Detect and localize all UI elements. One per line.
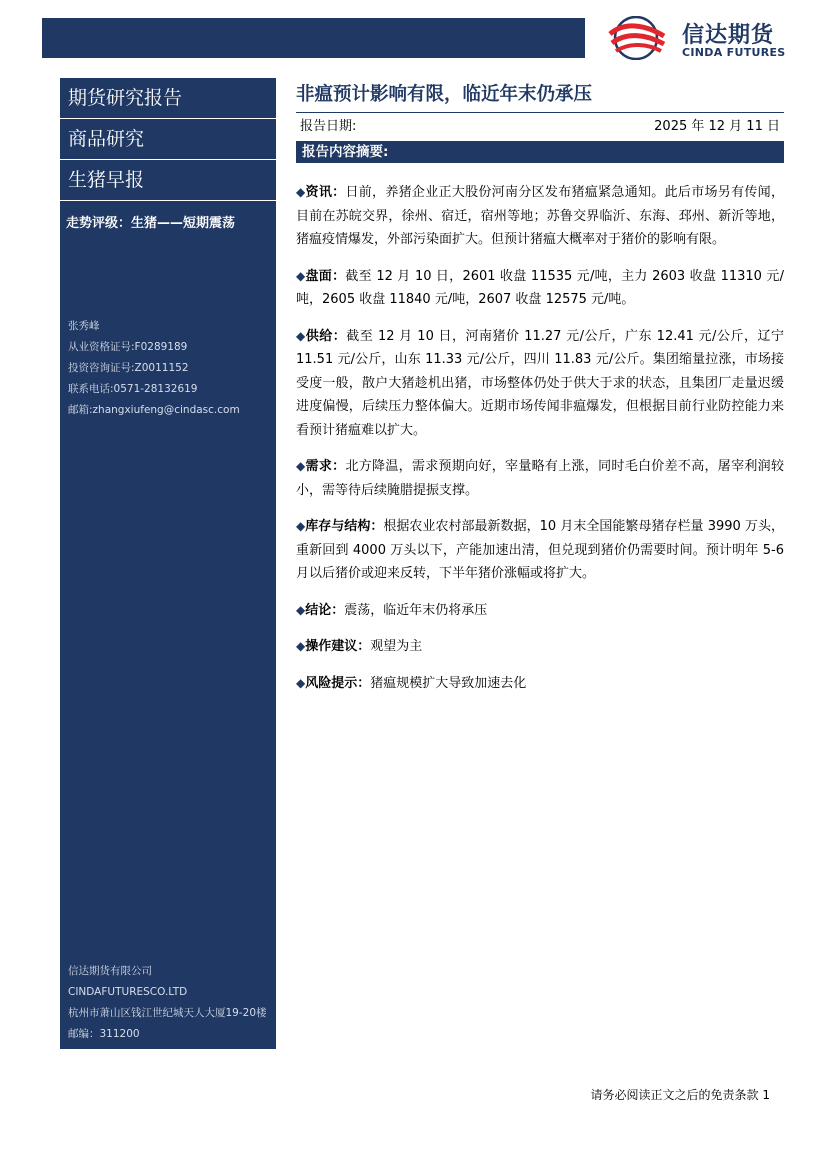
section-head: 供给：	[305, 328, 347, 344]
date-label: 报告日期:	[300, 119, 357, 134]
section-body: 北方降温，需求预期向好，宰量略有上涨，同时毛白价差不高，屠宰利润较小，需等待后续腌腊提振支撑。	[296, 459, 784, 498]
diamond-bullet-icon: ◆	[296, 185, 306, 199]
page-title: 非瘟预计影响有限，临近年末仍承压	[296, 84, 593, 105]
section-head: 资讯：	[305, 185, 346, 200]
section-body: 震荡，临近年末仍将承压	[344, 602, 488, 618]
company-name: 信达期货有限公司	[68, 965, 152, 977]
section-body: 日前，养猪企业正大股份河南分区发布猪瘟紧急通知。此后市场另有传闻，目前在苏皖交界，徐州、宿迁，宿州等地；苏鲁交界临沂、东海、邳州、新沂等地，猪瘟疫情爆发，外部污染面扩大。但预计猪瘟大概率对于猪价的影响有限。	[296, 185, 784, 247]
sidebar-item-category: 商品研究	[60, 119, 276, 160]
brand-logo	[606, 16, 796, 60]
sidebar-item-report-type: 期货研究报告	[60, 78, 276, 119]
disclaimer-footer: 请务必阅读正文之后的免责条款 1	[590, 1088, 770, 1102]
section-risk	[296, 672, 784, 696]
trend-rating: 走势评级：生猪——短期震荡	[66, 216, 236, 231]
analyst-contact	[68, 316, 240, 421]
section-market	[296, 265, 784, 312]
email: 邮箱:zhangxiufeng@cindasc.com	[68, 404, 240, 416]
section-head: 库存与结构：	[305, 519, 384, 534]
diamond-bullet-icon: ◆	[296, 519, 306, 533]
date-value: 2025 年 12 月 11 日	[654, 119, 780, 134]
sidebar	[60, 78, 276, 1049]
section-inventory	[296, 515, 784, 586]
section-head: 结论：	[305, 602, 345, 618]
diamond-bullet-icon: ◆	[296, 675, 306, 690]
sidebar-item-report-name	[60, 160, 276, 231]
section-supply	[296, 325, 784, 443]
diamond-bullet-icon: ◆	[296, 268, 306, 283]
summary-heading: 报告内容摘要:	[296, 141, 784, 163]
section-conclusion	[296, 599, 784, 623]
section-news	[296, 181, 784, 252]
section-body: 猪瘟规模扩大导致加速去化	[370, 675, 527, 691]
company-address: 杭州市萧山区钱江世纪城天人大厦19-20楼	[68, 1007, 267, 1019]
section-body: 截至 12 月 10 日，河南猪价 11.27 元/公斤，广东 12.41 元/公斤，辽宁 11.51 元/公斤，山东 11.33 元/公斤，四川 11.83 元/公斤。集团缩量拉涨，市场接受度一般，散户大猪趁机出猪，市场整体仍处于供大于求的状态，且集团厂走量迟缓进度偏慢，后续压力整体偏大。近期市场传闻非瘟爆发，但根据目前行业防控能力来看预计猪瘟难以扩大。	[296, 328, 784, 438]
phone: 联系电话:0571-28132619	[68, 383, 198, 395]
report-date-row	[296, 112, 784, 141]
analyst-name: 张秀峰	[68, 320, 100, 332]
consulting-number: 投资咨询证号:Z0011152	[68, 362, 189, 374]
diamond-bullet-icon: ◆	[296, 328, 306, 343]
section-body: 截至 12 月 10 日，2601 收盘 11535 元/吨，主力 2603 收盘 11310 元/吨，2605 收盘 11840 元/吨，2607 收盘 12575 元/吨。	[296, 268, 784, 307]
sidebar-item-label: 生猪早报	[68, 169, 145, 191]
logo-text-cn: 信达期货	[682, 23, 775, 48]
section-head: 盘面：	[305, 268, 346, 284]
cinda-logo-icon	[606, 16, 668, 60]
section-head: 需求：	[305, 459, 346, 474]
diamond-bullet-icon: ◆	[296, 602, 306, 617]
company-name-en: CINDAFUTURESCO.LTD	[68, 986, 188, 998]
company-info	[68, 961, 267, 1045]
section-body: 观望为主	[370, 639, 423, 654]
qualification-number: 从业资格证号:F0289189	[68, 341, 188, 353]
section-advice	[296, 635, 784, 659]
section-head: 操作建议：	[305, 639, 371, 654]
section-demand	[296, 455, 784, 502]
diamond-bullet-icon: ◆	[296, 639, 306, 653]
top-banner	[42, 18, 585, 58]
postal-code: 邮编：311200	[68, 1028, 140, 1040]
report-main	[296, 78, 784, 695]
diamond-bullet-icon: ◆	[296, 459, 306, 473]
section-body: 根据农业农村部最新数据，10 月末全国能繁母猪存栏量 3990 万头，重新回到 4000 万头以下，产能加速出清，但兑现到猪价仍需要时间。预计明年 5-6 月以后猪价或迎来反转，下半年猪价涨幅或将扩大。	[296, 519, 784, 581]
logo-text-en: CINDA FUTURES	[682, 46, 786, 59]
section-head: 风险提示：	[305, 675, 371, 691]
